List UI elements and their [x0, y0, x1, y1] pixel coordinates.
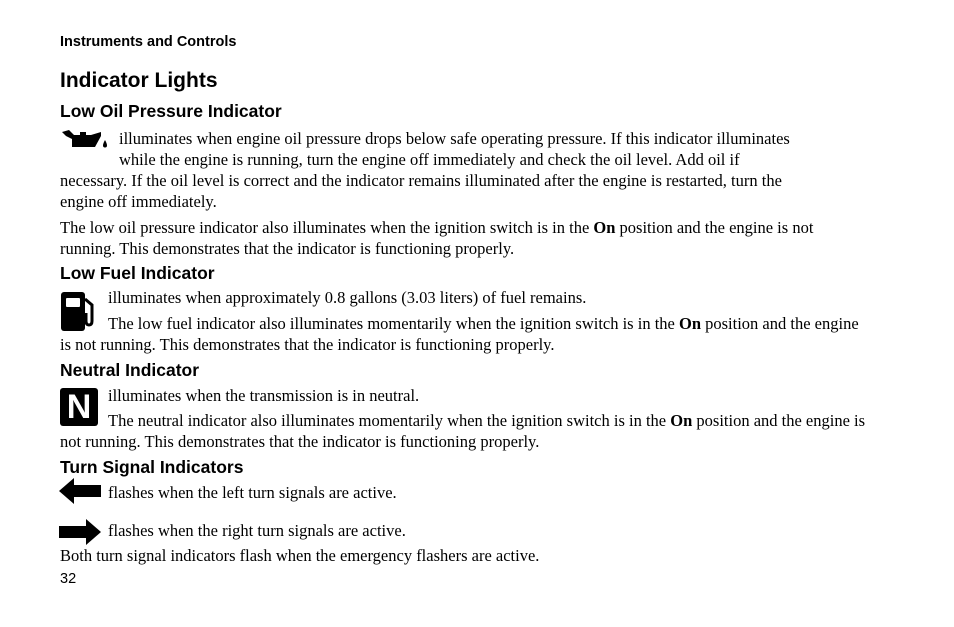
section-heading-turn: Turn Signal Indicators [60, 457, 244, 477]
oil-can-icon [60, 127, 110, 153]
neutral-n-icon: N [60, 388, 98, 426]
oil-line-3: necessary. If the oil level is correct and the indicator remains illuminated after the engine is restarted, turn the [60, 171, 782, 190]
page-title: Indicator Lights [60, 69, 218, 92]
neutral-paragraph-1: illuminates when the transmission is in neutral. [108, 386, 420, 405]
oil-line-4: engine off immediately. [60, 192, 217, 211]
oil-line-2: while the engine is running, turn the engine off immediately and check the oil level. Add oil if [119, 150, 740, 169]
turn-right-text: flashes when the right turn signals are active. [108, 521, 406, 540]
fuel-paragraph-1: illuminates when approximately 0.8 gallons (3.03 liters) of fuel remains. [108, 288, 587, 307]
oil-paragraph-2: The low oil pressure indicator also illuminates when the ignition switch is in the On position and the engine is not running. This demonstrates that the indicator is functioning properly. [60, 218, 814, 258]
section-heading-fuel: Low Fuel Indicator [60, 263, 215, 283]
turn-left-text: flashes when the left turn signals are active. [108, 483, 397, 502]
page-header: Instruments and Controls [60, 34, 237, 50]
section-heading-oil: Low Oil Pressure Indicator [60, 101, 282, 121]
fuel-paragraph-2: The low fuel indicator also illuminates momentarily when the ignition switch is in the On position and the engine is not running. This demonstrates that the indicator is functioning properly. [60, 314, 859, 354]
left-arrow-icon [59, 478, 101, 504]
turn-both-text: Both turn signal indicators flash when the emergency flashers are active. [60, 546, 540, 565]
section-heading-neutral: Neutral Indicator [60, 360, 200, 380]
page-number: 32 [60, 571, 77, 587]
oil-paragraph-1-intro [119, 128, 879, 170]
oil-paragraph-1-rest [60, 170, 880, 212]
neutral-paragraph-2: The neutral indicator also illuminates momentarily when the ignition switch is in the On position and the engine is not running. This demonstrates that the indicator is functioning properly. [60, 411, 866, 451]
oil-line-1: illuminates when engine oil pressure drops below safe operating pressure. If this indicator illuminates [119, 129, 790, 148]
right-arrow-icon [59, 519, 101, 545]
